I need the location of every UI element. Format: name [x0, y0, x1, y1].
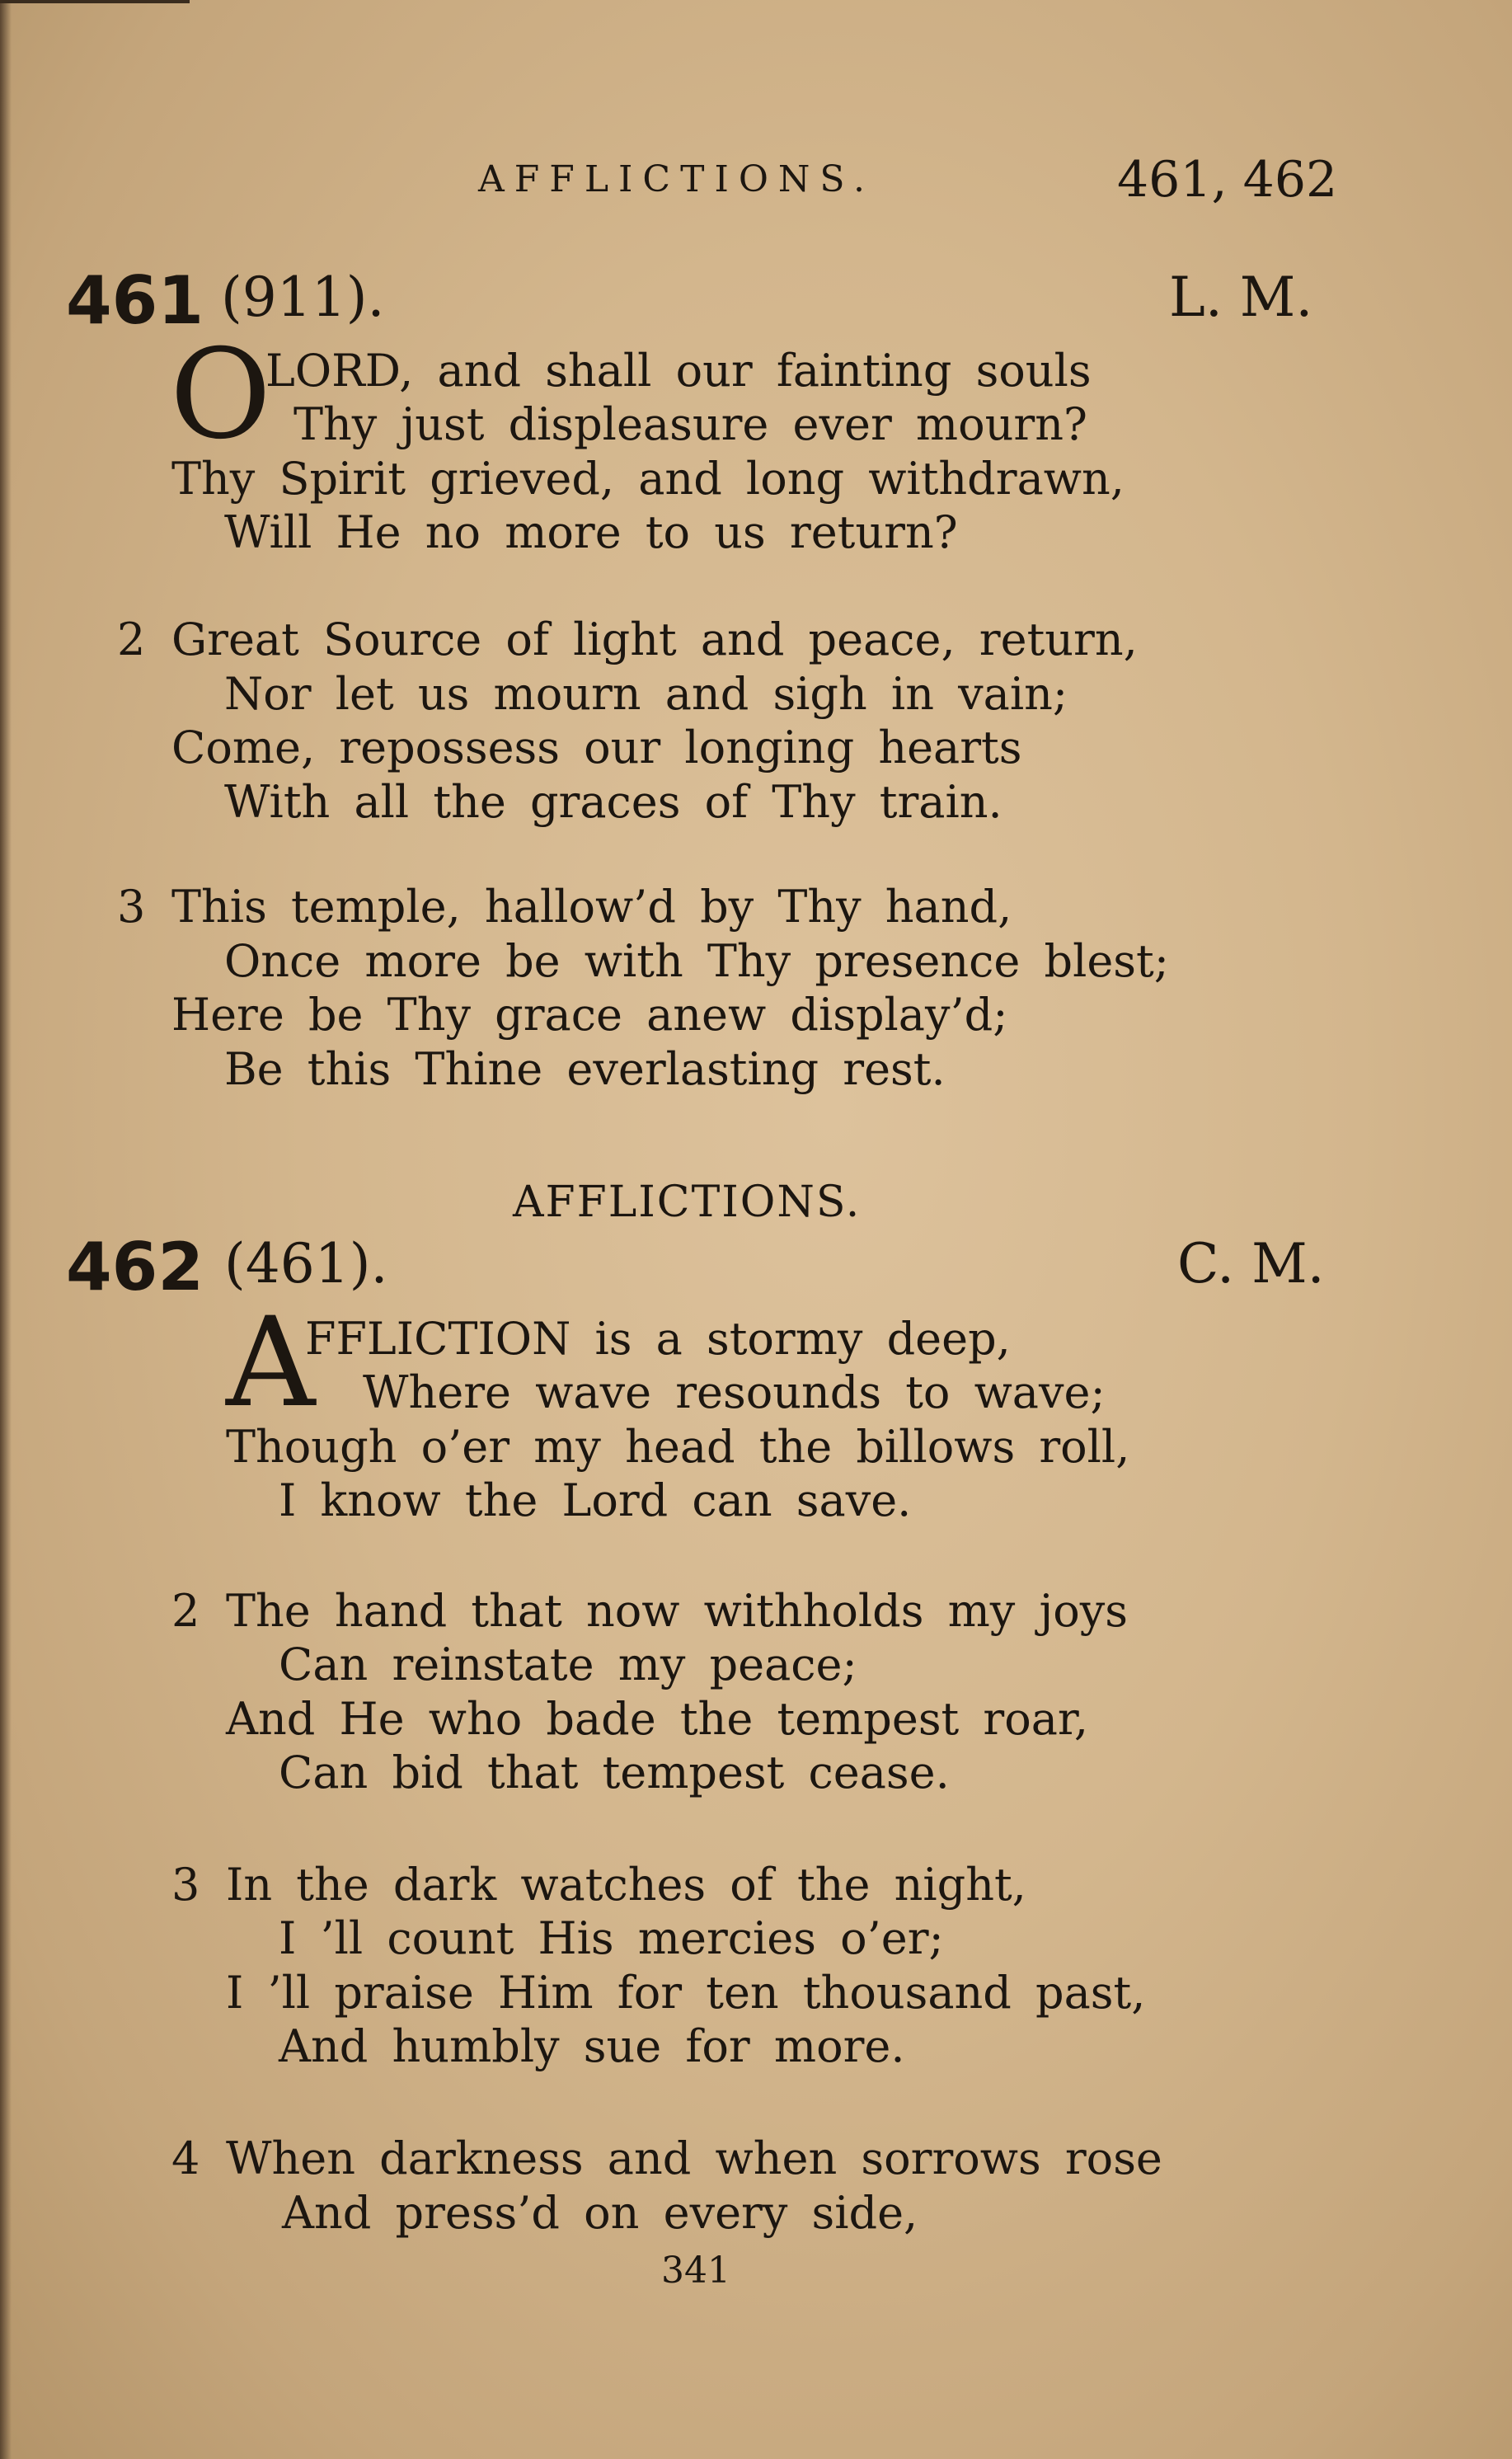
top-rule: [0, 0, 190, 3]
hymn-alt-number-461: (911).: [221, 266, 385, 329]
hymn-line: Great Source of light and peace, return,: [171, 614, 1138, 665]
page-edge-shadow: [0, 0, 12, 2459]
hymn-line: And press’d on every side,: [282, 2187, 918, 2239]
stanza-number: 2: [117, 614, 146, 665]
hymn-alt-number-462: (461).: [224, 1232, 388, 1295]
hymn-line: In the dark watches of the night,: [226, 1859, 1026, 1911]
hymn-line: The hand that now withholds my joys: [226, 1585, 1128, 1637]
drop-cap-461: O: [170, 323, 271, 467]
hymn-line: I ’ll praise Him for ten thousand past,: [226, 1967, 1146, 2019]
hymn-number-461: 461: [66, 262, 204, 339]
stanza-number: 2: [171, 1585, 200, 1637]
hymn-line: Where wave resounds to wave;: [363, 1366, 1106, 1418]
hymn-line: Will He no more to us return?: [224, 506, 958, 558]
hymn-line: Here be Thy grace anew display’d;: [171, 989, 1008, 1041]
stanza-number: 3: [171, 1859, 200, 1911]
stanza-number: 4: [171, 2132, 200, 2184]
running-title: AFFLICTIONS.: [478, 158, 875, 200]
page-number: 341: [661, 2250, 730, 2292]
hymn-line: Once more be with Thy presence blest;: [224, 935, 1169, 987]
running-hymn-numbers: 461, 462: [1117, 151, 1338, 209]
hymn-line: Though o’er my head the billows roll,: [226, 1421, 1130, 1473]
drop-cap-462: A: [226, 1291, 316, 1435]
hymn-line: Thy just displeasure ever mourn?: [293, 398, 1087, 450]
hymn-line: LORD, and shall our fainting souls: [265, 345, 1092, 397]
hymn-line: And humbly sue for more.: [279, 2020, 905, 2072]
hymn-line: When darkness and when sorrows rose: [226, 2132, 1162, 2184]
hymn-line: Can reinstate my peace;: [279, 1639, 857, 1690]
hymn-number-462: 462: [66, 1229, 204, 1305]
hymn-meter-462: C. M.: [1177, 1232, 1325, 1295]
hymn-line: Nor let us mourn and sigh in vain;: [224, 668, 1068, 720]
hymn-line: I ’ll count His mercies o’er;: [279, 1912, 944, 1964]
stanza-number: 3: [117, 881, 146, 933]
hymn-line: Can bid that tempest cease.: [279, 1747, 950, 1798]
hymn-line: Be this Thine everlasting rest.: [224, 1043, 946, 1095]
hymn-line: I know the Lord can save.: [279, 1474, 912, 1526]
hymn-line: Come, repossess our longing hearts: [171, 722, 1022, 773]
hymn-meter-461: L. M.: [1169, 266, 1313, 329]
hymn-line: And He who bade the tempest roar,: [226, 1693, 1088, 1745]
hymn-line: FFLICTION is a stormy deep,: [305, 1313, 1011, 1365]
hymn-line: This temple, hallow’d by Thy hand,: [171, 881, 1012, 933]
hymn-line: With all the graces of Thy train.: [224, 776, 1003, 828]
hymn-line: Thy Spirit grieved, and long withdrawn,: [171, 453, 1125, 505]
section-title: AFFLICTIONS.: [513, 1178, 862, 1227]
